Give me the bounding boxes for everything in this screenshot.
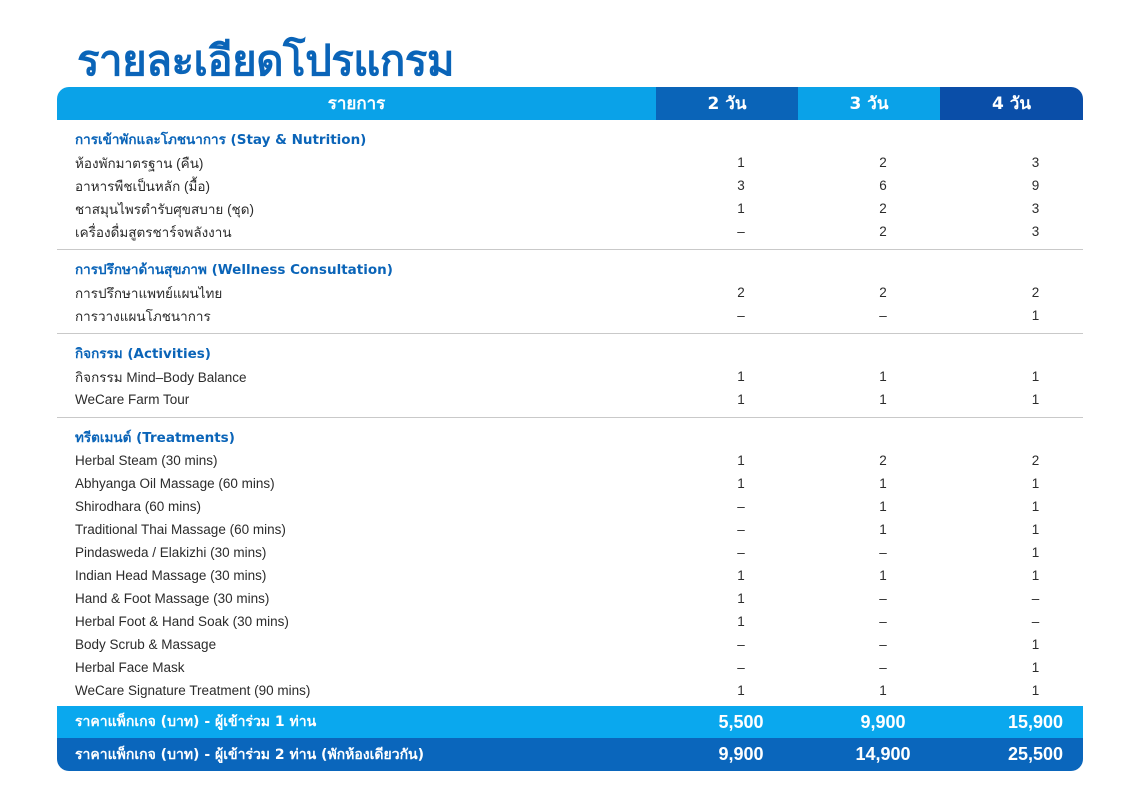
section-title: ทรีตเมนต์ (Treatments): [75, 430, 235, 446]
table-row: [57, 449, 1083, 472]
row-name: การวางแผนโภชนาการ: [75, 308, 211, 324]
row-value-3-days: 2: [879, 155, 887, 170]
row-value-3-days: 1: [879, 392, 887, 407]
row-value-4-days: 1: [1031, 522, 1040, 537]
price-rows: [57, 706, 1083, 771]
row-name: อาหารพืชเป็นหลัก (มื้อ): [75, 178, 210, 194]
row-value-2-days: –: [737, 637, 745, 652]
section: [57, 120, 1083, 250]
row-value-3-days: 2: [879, 453, 887, 468]
price-2-days: 5,500: [718, 711, 764, 732]
header-3-days: 3 วัน: [798, 87, 940, 120]
table-row: [57, 365, 1083, 388]
row-value-4-days: 1: [1031, 637, 1040, 652]
row-value-2-days: 1: [737, 614, 745, 629]
page-title: รายละเอียดโปรแกรม: [77, 36, 455, 85]
table-row: [57, 518, 1083, 541]
row-value-3-days: –: [879, 308, 887, 323]
row-value-3-days: –: [879, 545, 887, 560]
table-row: [57, 679, 1083, 702]
price-3-days: 14,900: [855, 744, 911, 764]
row-value-4-days: 1: [1031, 568, 1040, 583]
row-value-4-days: 3: [1031, 155, 1040, 170]
row-value-4-days: –: [1031, 614, 1040, 629]
row-value-3-days: 2: [879, 224, 887, 239]
row-value-2-days: –: [737, 499, 745, 514]
row-name: Indian Head Massage (30 mins): [75, 568, 267, 583]
section: [57, 418, 1083, 706]
row-name: ห้องพักมาตรฐาน (คืน): [75, 155, 204, 171]
row-name: WeCare Signature Treatment (90 mins): [75, 683, 311, 698]
row-value-3-days: 1: [879, 369, 887, 384]
row-value-4-days: –: [1031, 591, 1040, 606]
header-item: รายการ: [57, 87, 656, 120]
row-name: Abhyanga Oil Massage (60 mins): [75, 476, 275, 491]
row-value-4-days: 3: [1031, 201, 1040, 216]
price-label: ราคาแพ็กเกจ (บาท) - ผู้เข้าร่วม 1 ท่าน: [75, 714, 317, 730]
row-value-2-days: –: [737, 224, 745, 239]
row-value-4-days: 2: [1031, 453, 1040, 468]
table-row: [57, 388, 1083, 411]
row-value-3-days: 1: [879, 499, 887, 514]
row-value-4-days: 9: [1031, 178, 1040, 193]
row-value-2-days: –: [737, 545, 745, 560]
row-value-4-days: 1: [1031, 545, 1040, 560]
program-table: [57, 87, 1083, 771]
section: [57, 334, 1083, 418]
price-2-days: 9,900: [718, 744, 764, 764]
row-value-3-days: 1: [879, 476, 887, 491]
row-name: Pindasweda / Elakizhi (30 mins): [75, 545, 267, 560]
row-value-4-days: 2: [1031, 285, 1040, 300]
table-row: [57, 304, 1083, 327]
row-value-4-days: 1: [1031, 660, 1040, 675]
table-row: [57, 151, 1083, 174]
row-value-3-days: –: [879, 591, 887, 606]
row-name: การปรึกษาแพทย์แผนไทย: [75, 285, 223, 301]
table-row: [57, 281, 1083, 304]
price-label: ราคาแพ็กเกจ (บาท) - ผู้เข้าร่วม 2 ท่าน (พักห้องเดียวกัน): [75, 746, 425, 763]
row-value-4-days: 1: [1031, 476, 1040, 491]
table-row: [57, 472, 1083, 495]
table-row: [57, 633, 1083, 656]
row-value-3-days: 6: [879, 178, 887, 193]
row-value-2-days: 1: [737, 476, 745, 491]
section-title: การปรึกษาด้านสุขภาพ (Wellness Consultation): [75, 262, 393, 278]
row-value-2-days: 2: [737, 285, 745, 300]
row-name: กิจกรรม Mind–Body Balance: [75, 369, 247, 385]
row-name: Body Scrub & Massage: [75, 637, 217, 652]
price-4-days: 25,500: [1007, 744, 1064, 764]
table-row: [57, 197, 1083, 220]
row-value-4-days: 1: [1031, 683, 1040, 698]
row-value-4-days: 1: [1031, 499, 1040, 514]
row-value-3-days: 1: [879, 568, 887, 583]
table-row: [57, 656, 1083, 679]
row-value-3-days: 2: [879, 285, 887, 300]
row-value-2-days: 1: [737, 683, 745, 698]
table-row: [57, 610, 1083, 633]
table-row: [57, 220, 1083, 243]
price-row: [57, 738, 1083, 771]
header-4-days: 4 วัน: [940, 87, 1083, 120]
row-value-3-days: –: [879, 660, 887, 675]
row-name: WeCare Farm Tour: [75, 392, 190, 407]
row-value-3-days: 1: [879, 522, 887, 537]
row-value-3-days: –: [879, 637, 887, 652]
row-value-3-days: –: [879, 614, 887, 629]
header-2-days: 2 วัน: [656, 87, 798, 120]
row-value-2-days: –: [737, 308, 745, 323]
price-row: [57, 706, 1083, 738]
row-value-2-days: 1: [737, 591, 745, 606]
row-value-2-days: –: [737, 660, 745, 675]
table-header: [57, 87, 1083, 120]
row-value-2-days: 1: [737, 369, 745, 384]
section-title: การเข้าพักและโภชนาการ (Stay & Nutrition): [75, 132, 367, 148]
row-value-2-days: 3: [737, 178, 745, 193]
section-title: กิจกรรม (Activities): [75, 346, 211, 362]
row-value-3-days: 2: [879, 201, 887, 216]
price-3-days: 9,900: [860, 711, 906, 732]
row-name: Traditional Thai Massage (60 mins): [75, 522, 286, 537]
row-value-2-days: 1: [737, 392, 745, 407]
table-row: [57, 564, 1083, 587]
table-row: [57, 174, 1083, 197]
row-name: Herbal Foot & Hand Soak (30 mins): [75, 614, 289, 629]
row-name: ชาสมุนไพรตำรับศุขสบาย (ชุด): [75, 201, 254, 217]
price-4-days: 15,900: [1007, 711, 1064, 732]
row-value-2-days: –: [737, 522, 745, 537]
row-value-2-days: 1: [737, 201, 745, 216]
row-value-2-days: 1: [737, 453, 745, 468]
table-body: [57, 120, 1083, 706]
row-value-4-days: 1: [1031, 308, 1040, 323]
section: [57, 250, 1083, 334]
row-name: เครื่องดื่มสูตรชาร์จพลังงาน: [75, 224, 232, 240]
row-name: Herbal Steam (30 mins): [75, 453, 218, 468]
table-row: [57, 541, 1083, 564]
row-value-4-days: 1: [1031, 392, 1040, 407]
row-value-4-days: 3: [1031, 224, 1040, 239]
row-name: Hand & Foot Massage (30 mins): [75, 591, 270, 606]
row-value-3-days: 1: [879, 683, 887, 698]
table-row: [57, 495, 1083, 518]
row-value-4-days: 1: [1031, 369, 1040, 384]
row-value-2-days: 1: [737, 155, 745, 170]
table-row: [57, 587, 1083, 610]
row-name: Shirodhara (60 mins): [75, 499, 202, 514]
row-name: Herbal Face Mask: [75, 660, 185, 675]
row-value-2-days: 1: [737, 568, 745, 583]
